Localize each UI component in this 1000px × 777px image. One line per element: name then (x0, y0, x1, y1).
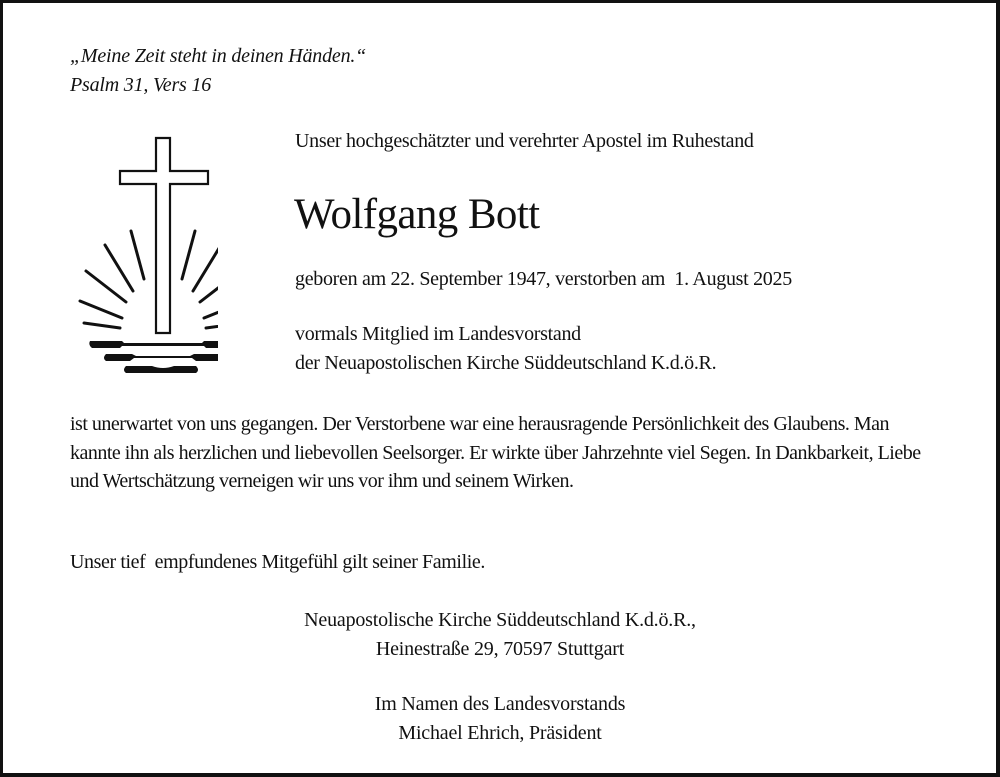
condolence-line: Unser tief empfundenes Mitgefühl gilt seiner Familie. (70, 551, 485, 573)
body-paragraph: ist unerwartet von uns gegangen. Der Verstorbene war eine herausragende Persönlichkeit des Glaubens. Man kannte ihn als herzlichen und liebevollen Seelsorger. Er wirkte über Jahrzehnte viel Segen. In Dankbarkeit, Liebe und Wertschätzung verneigen wir uns vor ihm und seinem Wirken. (70, 413, 921, 492)
life-dates: geboren am 22. September 1947, verstorben am 1. August 2025 (295, 268, 792, 290)
signature-board (200, 690, 800, 748)
board-label: Im Namen des Landesvorstands (374, 693, 626, 715)
bible-motto (70, 42, 366, 100)
motto-reference: Psalm 31, Vers 16 (70, 74, 212, 96)
signature-organization (200, 606, 800, 664)
signatory: Michael Ehrich, Präsident (398, 722, 602, 744)
motto-quote: „Meine Zeit steht in deinen Händen.“ (70, 45, 367, 67)
deceased-name: Wolfgang Bott (294, 191, 540, 238)
obituary-body (70, 410, 930, 496)
role-line-2: der Neuapostolischen Kirche Süddeutschland K.d.ö.R. (295, 352, 717, 374)
org-name: Neuapostolische Kirche Süddeutschland K.d.ö.R., (304, 609, 696, 631)
new-apostolic-church-cross-icon (78, 135, 218, 375)
intro-line: Unser hochgeschätzter und verehrter Apostel im Ruhestand (295, 130, 754, 152)
former-role (295, 320, 716, 378)
org-address: Heinestraße 29, 70597 Stuttgart (375, 638, 625, 660)
role-line-1: vormals Mitglied im Landesvorstand (295, 323, 581, 345)
